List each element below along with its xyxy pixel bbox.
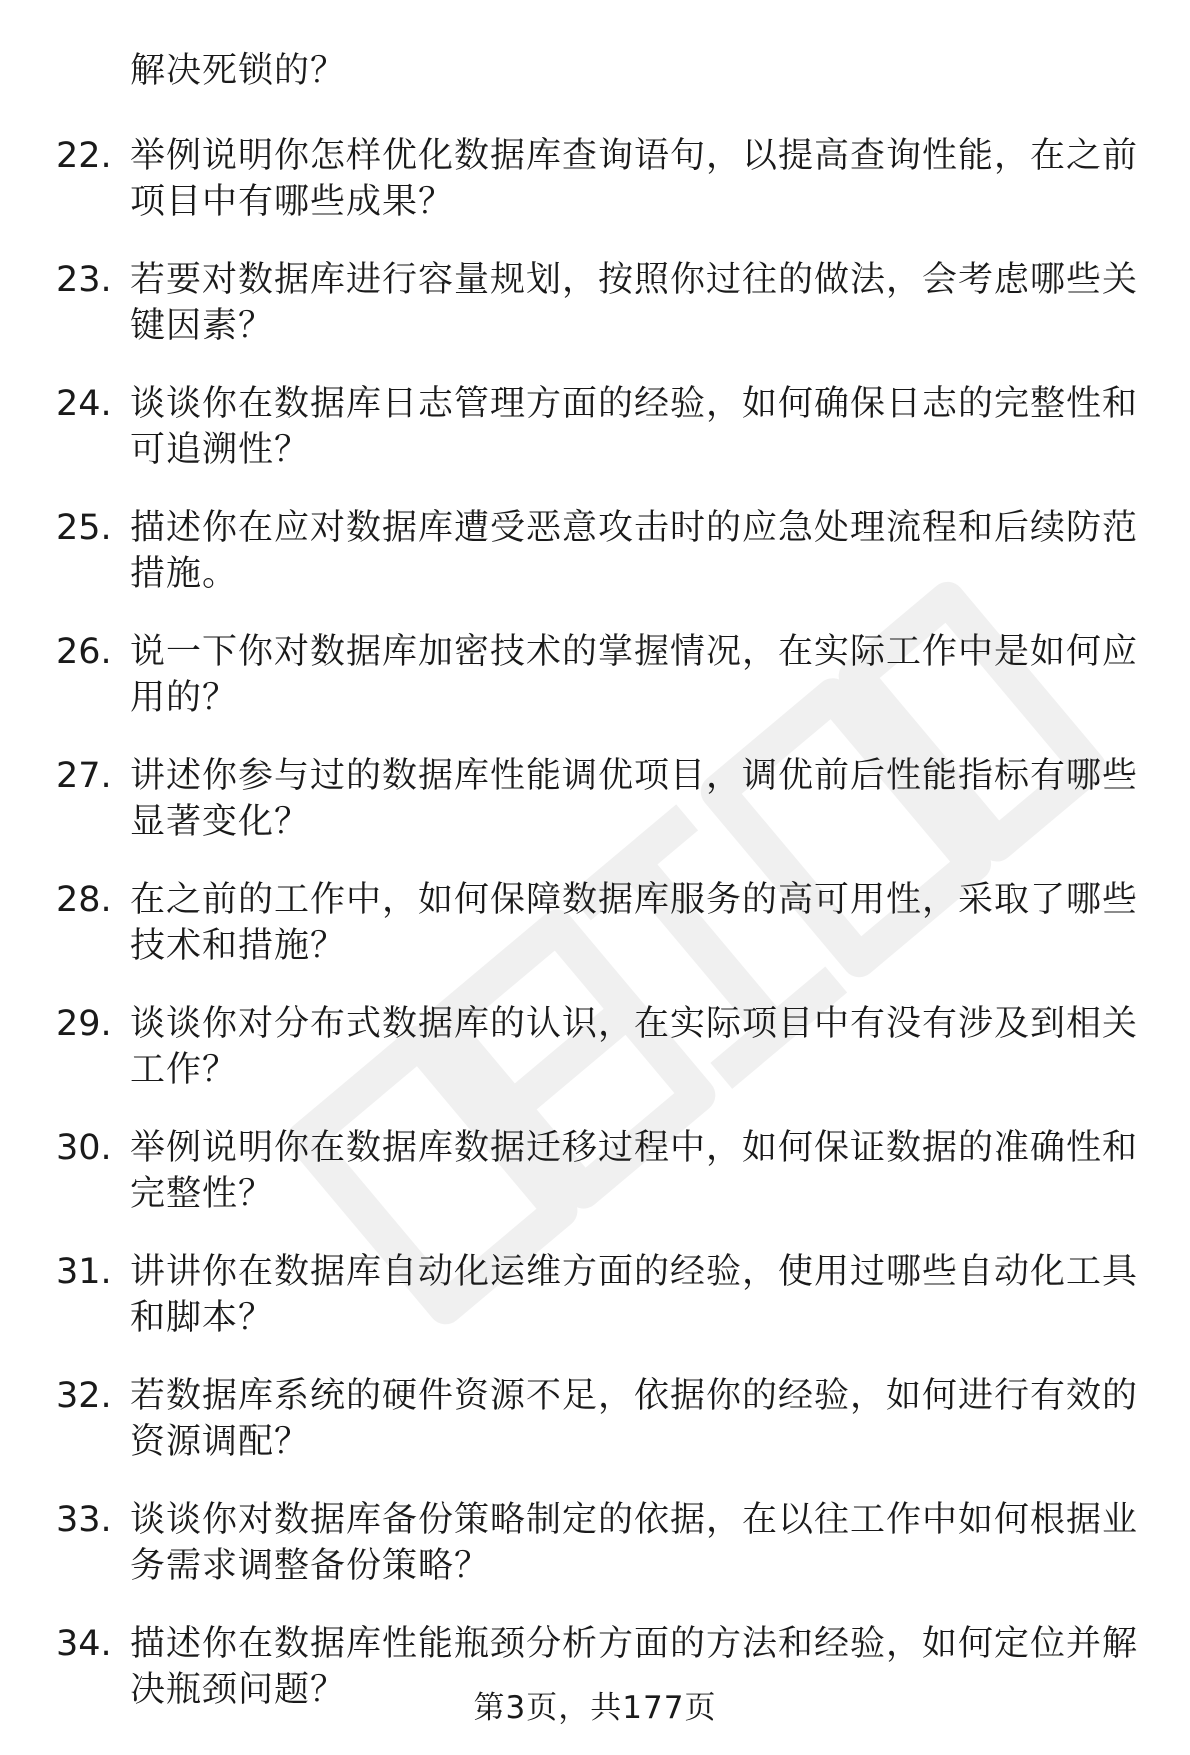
question-number: 26. (56, 632, 112, 672)
question-line: 键因素？ (130, 306, 275, 346)
question-line: 完整性？ (130, 1174, 275, 1214)
question-line: 描述你在应对数据库遭受恶意攻击时的应急处理流程和后续防范 (130, 508, 1139, 548)
question-line: 措施。 (130, 554, 239, 594)
question-line: 描述你在数据库性能瓶颈分析方面的方法和经验，如何定位并解 (130, 1624, 1139, 1664)
page-number-footer: 第3页，共177页 (473, 1690, 717, 1726)
question-text (130, 1249, 1190, 1341)
question-text (130, 1373, 1190, 1465)
question-list (56, 133, 1146, 1745)
list-item (56, 381, 1146, 505)
list-item (56, 505, 1146, 629)
question-text (130, 629, 1190, 721)
question-line: 举例说明你在数据库数据迁移过程中，如何保证数据的准确性和 (130, 1128, 1139, 1168)
question-number: 22. (56, 136, 112, 176)
question-number: 33. (56, 1500, 112, 1540)
continued-question-text: 解决死锁的？ (130, 51, 347, 91)
list-item (56, 753, 1146, 877)
list-item (56, 877, 1146, 1001)
question-line: 用的？ (130, 678, 239, 718)
list-item (56, 133, 1146, 257)
question-line: 工作？ (130, 1050, 239, 1090)
question-number: 32. (56, 1376, 112, 1416)
list-item (56, 1001, 1146, 1125)
question-text (130, 1001, 1190, 1093)
question-line: 若数据库系统的硬件资源不足，依据你的经验，如何进行有效的 (130, 1376, 1139, 1416)
question-number: 28. (56, 880, 112, 920)
question-number: 34. (56, 1624, 112, 1664)
question-text (130, 133, 1190, 225)
question-text (130, 1497, 1190, 1589)
list-item (56, 629, 1146, 753)
question-line: 和脚本？ (130, 1298, 275, 1338)
question-line: 显著变化？ (130, 802, 311, 842)
question-line: 讲讲你在数据库自动化运维方面的经验，使用过哪些自动化工具 (130, 1252, 1139, 1292)
list-item (56, 1373, 1146, 1497)
list-item (56, 1497, 1146, 1621)
question-line: 谈谈你对数据库备份策略制定的依据，在以往工作中如何根据业 (130, 1500, 1139, 1540)
question-line: 务需求调整备份策略？ (130, 1546, 491, 1586)
question-number: 30. (56, 1128, 112, 1168)
question-line: 举例说明你怎样优化数据库查询语句，以提高查询性能，在之前 (130, 136, 1139, 176)
question-line: 可追溯性？ (130, 430, 311, 470)
question-number: 29. (56, 1004, 112, 1044)
question-line: 说一下你对数据库加密技术的掌握情况，在实际工作中是如何应 (130, 632, 1139, 672)
question-line: 决瓶颈问题？ (130, 1670, 347, 1710)
question-line: 谈谈你在数据库日志管理方面的经验，如何确保日志的完整性和 (130, 384, 1139, 424)
question-line: 若要对数据库进行容量规划，按照你过往的做法，会考虑哪些关 (130, 260, 1139, 300)
list-item (56, 1249, 1146, 1373)
question-text (130, 753, 1190, 845)
question-line: 技术和措施？ (130, 926, 347, 966)
question-text (130, 257, 1190, 349)
question-line: 资源调配？ (130, 1422, 311, 1462)
question-text (130, 877, 1190, 969)
list-item (56, 1125, 1146, 1249)
question-text (130, 381, 1190, 473)
question-line: 在之前的工作中，如何保障数据库服务的高可用性，采取了哪些 (130, 880, 1139, 920)
question-number: 31. (56, 1252, 112, 1292)
question-line: 讲述你参与过的数据库性能调优项目，调优前后性能指标有哪些 (130, 756, 1139, 796)
question-number: 27. (56, 756, 112, 796)
question-number: 24. (56, 384, 112, 424)
list-item (56, 257, 1146, 381)
question-line: 谈谈你对分布式数据库的认识，在实际项目中有没有涉及到相关 (130, 1004, 1139, 1044)
question-number: 25. (56, 508, 112, 548)
question-line: 项目中有哪些成果？ (130, 182, 455, 222)
question-text (130, 505, 1190, 597)
question-text (130, 1125, 1190, 1217)
question-number: 23. (56, 260, 112, 300)
